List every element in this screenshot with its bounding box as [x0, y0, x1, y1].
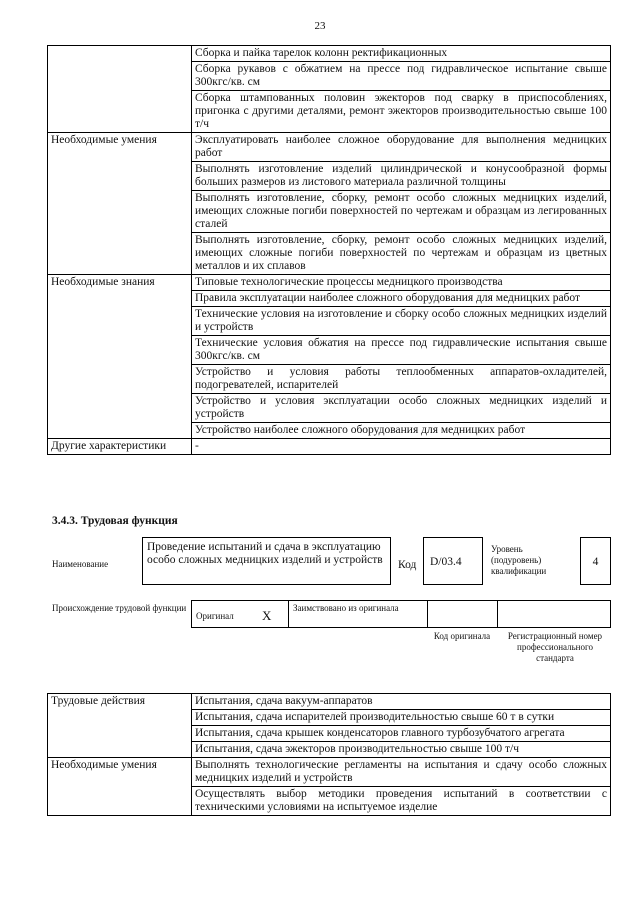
origin-label: Происхождение трудовой функции [52, 603, 187, 613]
table-cell: Выполнять изготовление, сборку, ремонт особо сложных медницких изделий, имеющих сложные погиби поверхностей по чертежам и образцам из цветных металлов и их сплавов [192, 233, 611, 275]
row-label-cell [48, 46, 192, 133]
table-row [48, 694, 611, 710]
borrowed-label: Заимствовано из оригинала [293, 603, 399, 613]
table-cell: Осуществлять выбор методики проведения испытаний в соответствии с техническими условиями на испытуемое изделие [192, 787, 611, 816]
table-row [48, 46, 611, 62]
table-row [48, 133, 611, 162]
name-label: Наименование [52, 559, 109, 569]
row-label-skills: Необходимые умения [48, 133, 192, 275]
labor-actions-table [47, 693, 611, 816]
row-label-knowledge: Необходимые знания [48, 275, 192, 439]
level-label: Уровень (подуровень) квалификации [491, 544, 547, 576]
code-value-box: D/03.4 [423, 537, 483, 585]
origin-divider [497, 600, 498, 628]
table-cell: Технические условия обжатия на прессе под гидравлические испытания свыше 300кгс/кв. см [192, 336, 611, 365]
table-cell: Сборка и пайка тарелок колонн ректификационных [192, 46, 611, 62]
code-original-caption: Код оригинала [433, 631, 491, 641]
table-cell: Технические условия на изготовление и сборку особо сложных медницких изделий и устройств [192, 307, 611, 336]
skills-knowledge-table [47, 45, 611, 455]
row-label-actions: Трудовые действия [48, 694, 192, 758]
page-number: 23 [314, 20, 326, 32]
table-cell: Типовые технологические процессы медницкого производства [192, 275, 611, 291]
table-cell: Испытания, сдача вакуум-аппаратов [192, 694, 611, 710]
table-cell: Устройство наиболее сложного оборудования для медницких работ [192, 423, 611, 439]
table-cell: Испытания, сдача испарителей производительностью свыше 60 т в сутки [192, 710, 611, 726]
table-cell: Испытания, сдача эжекторов производительностью свыше 100 т/ч [192, 742, 611, 758]
table-cell: Выполнять изготовление, сборку, ремонт особо сложных медницких изделий, имеющих сложные погиби поверхностей по чертежам и образцам из легированных сталей [192, 191, 611, 233]
table-cell: Эксплуатировать наиболее сложное оборудование для выполнения медницких работ [192, 133, 611, 162]
table-row [48, 275, 611, 291]
table-row [48, 439, 611, 455]
table-row [48, 758, 611, 787]
table-cell: Устройство и условия эксплуатации особо сложных медницких изделий и устройств [192, 394, 611, 423]
table-cell: Испытания, сдача крышек конденсаторов главного турбозубчатого агрегата [192, 726, 611, 742]
original-mark: X [262, 608, 272, 623]
origin-divider [288, 600, 289, 628]
row-label-skills: Необходимые умения [48, 758, 192, 816]
original-label: Оригинал [196, 611, 234, 621]
origin-divider [427, 600, 428, 628]
level-value-box: 4 [580, 537, 611, 585]
function-name-box: Проведение испытаний и сдача в эксплуатацию особо сложных медницких изделий и устройств [142, 537, 391, 585]
reg-number-caption: Регистрационный номер профессионального стандарта [507, 631, 603, 663]
table-cell: Сборка штампованных половин эжекторов под сварку в приспособлениях, пригонка с другими деталями, ремонт эжекторов производительностью свыше 100 т/ч [192, 91, 611, 133]
table-cell: Выполнять изготовление изделий цилиндрической и конусообразной формы больших размеров из листового материала различной толщины [192, 162, 611, 191]
table-cell: Устройство и условия работы теплообменных аппаратов-охладителей, подогревателей, испарителей [192, 365, 611, 394]
table-cell: Сборка рукавов с обжатием на прессе под гидравлическое испытание свыше 300кгс/кв. см [192, 62, 611, 91]
table-cell: Правила эксплуатации наиболее сложного оборудования для медницких работ [192, 291, 611, 307]
table-cell: Выполнять технологические регламенты на испытания и сдачу особо сложных медницких изделий и устройств [192, 758, 611, 787]
row-label-other: Другие характеристики [48, 439, 192, 455]
code-label: Код [398, 559, 417, 571]
section-heading: 3.4.3. Трудовая функция [52, 515, 178, 527]
table-cell: - [192, 439, 611, 455]
